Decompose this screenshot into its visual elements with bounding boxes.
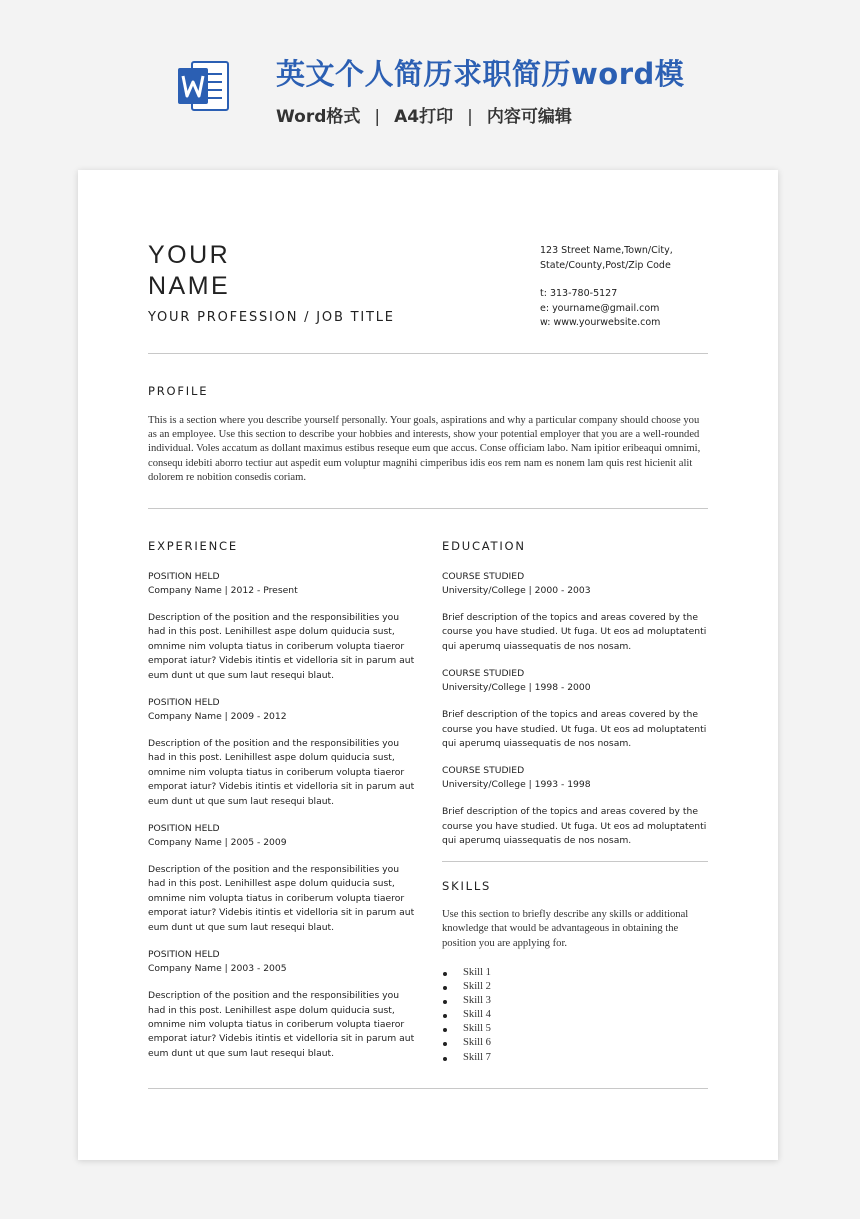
tag-format: Word格式 <box>276 107 361 127</box>
tag-separator: | <box>374 107 381 127</box>
resume-page <box>78 170 778 1160</box>
education-list <box>442 570 712 862</box>
position-title: POSITION HELD <box>148 823 220 835</box>
profile-heading: PROFILE <box>148 384 209 398</box>
experience-heading: EXPERIENCE <box>148 539 238 553</box>
skills-list <box>442 966 491 1065</box>
company-dates: Company Name | 2005 - 2009 <box>148 837 287 849</box>
position-title: POSITION HELD <box>148 697 220 709</box>
address-line-2: State/County,Post/Zip Code <box>540 259 671 271</box>
tag-print: A4打印 <box>394 107 454 127</box>
education-item <box>442 667 712 751</box>
position-description: Description of the position and the responsibilities you had in this post. Lenihillest aspe dolum quiducia sust, omnime nim volupta tiatus in coriberum volupta tiaeror emporat iatur? Videbis itintis et videlloria sit in parum aut eum dunt ut que sum laut resequi blaut. <box>148 738 415 807</box>
school-dates: University/College | 1998 - 2000 <box>442 682 591 694</box>
tag-editable: 内容可编辑 <box>486 107 572 127</box>
word-document-icon <box>176 58 232 114</box>
position-title: POSITION HELD <box>148 571 220 582</box>
company-dates: Company Name | 2012 - Present <box>148 585 298 596</box>
education-item <box>442 764 712 848</box>
resume-name <box>148 240 230 302</box>
contact-block <box>540 244 673 331</box>
education-item <box>442 570 712 654</box>
company-dates: Company Name | 2009 - 2012 <box>148 711 287 723</box>
position-description: Description of the position and the responsibilities you had in this post. Lenihillest aspe dolum quiducia sust, omnime nim volupta tiatus in coriberum volupta tiaeror emporat iatur? Videbis itintis et videlloria sit in parum aut eum dunt ut que sum laut resequi blaut. <box>148 990 415 1059</box>
banner-tags <box>276 102 572 127</box>
course-title: COURSE STUDIED <box>442 668 525 680</box>
course-title: COURSE STUDIED <box>442 571 525 582</box>
course-description: Brief description of the topics and areas covered by the course you have studied. Ut fuga. Ut eos ad moluptatenti qui aperumq uiassequatis de nos nosam. <box>442 806 707 847</box>
position-title: POSITION HELD <box>148 949 220 961</box>
tag-separator: | <box>467 107 473 127</box>
website: w: www.yourwebsite.com <box>540 317 661 328</box>
skill-item: Skill 1 <box>442 966 491 980</box>
address-line-1: 123 Street Name,Town/City, <box>540 245 673 256</box>
template-banner <box>0 0 860 160</box>
company-dates: Company Name | 2003 - 2005 <box>148 963 287 975</box>
experience-item <box>148 696 418 809</box>
divider <box>148 508 708 509</box>
experience-item <box>148 822 418 935</box>
position-description: Description of the position and the responsibilities you had in this post. Lenihillest aspe dolum quiducia sust, omnime nim volupta tiatus in coriberum volupta tiaeror emporat iatur? Videbis itintis et videlloria sit in parum aut eum dunt ut que sum laut resequi blaut. <box>148 864 415 933</box>
skill-item: Skill 6 <box>442 1036 491 1050</box>
position-description: Description of the position and the responsibilities you had in this post. Lenihillest aspe dolum quiducia sust, omnime nim volupta tiatus in coriberum volupta tiaeror emporat iatur? Videbis itintis et videlloria sit in parum aut eum dunt ut que sum laut resequi blaut. <box>148 612 415 681</box>
skills-heading: SKILLS <box>442 879 492 893</box>
skill-item: Skill 7 <box>442 1051 491 1065</box>
course-title: COURSE STUDIED <box>442 765 525 777</box>
email: e: yourname@gmail.com <box>540 302 660 314</box>
course-description: Brief description of the topics and areas covered by the course you have studied. Ut fuga. Ut eos ad moluptatenti qui aperumq uiassequatis de nos nosam. <box>442 709 707 750</box>
divider <box>148 353 708 354</box>
experience-list <box>148 570 418 1074</box>
education-heading: EDUCATION <box>442 539 526 553</box>
experience-item <box>148 948 418 1061</box>
skill-item: Skill 4 <box>442 1008 491 1022</box>
divider <box>442 861 708 862</box>
experience-item <box>148 570 418 683</box>
skills-intro: Use this section to briefly describe any skills or additional knowledge that would be advantageous in obtaining the position you are applying for. <box>442 909 689 949</box>
skill-item: Skill 3 <box>442 994 491 1008</box>
banner-title: 英文个人简历求职简历word模 <box>276 57 685 91</box>
name-line-2: NAME <box>148 272 231 300</box>
profile-text: This is a section where you describe yourself personally. Your goals, aspirations and why a particular company should choose you as an employee. Use this section to describe your hobbies and interests, show your potential employer that you are a well-rounded individual. Voles accatum as dollant maximus estibus reseque eum que accus. Conse officiam labo. Nam ipitior eribeaqui omnimi, consequ idebiti aborro tectiur aut aspedit eum voluptur magnihi cimperibus idis eos rem nam es nonem lam quis rest hicienit alit dolorem re nobition consedis coriam. <box>148 415 701 483</box>
school-dates: University/College | 2000 - 2003 <box>442 585 591 596</box>
phone: t: 313-780-5127 <box>540 288 618 299</box>
school-dates: University/College | 1993 - 1998 <box>442 779 591 791</box>
divider <box>148 1088 708 1089</box>
skill-item: Skill 5 <box>442 1022 491 1036</box>
skill-item: Skill 2 <box>442 980 491 994</box>
job-title: YOUR PROFESSION / JOB TITLE <box>148 310 395 325</box>
name-line-1: YOUR <box>148 241 231 269</box>
course-description: Brief description of the topics and areas covered by the course you have studied. Ut fuga. Ut eos ad moluptatenti qui aperumq uiassequatis de nos nosam. <box>442 612 707 652</box>
